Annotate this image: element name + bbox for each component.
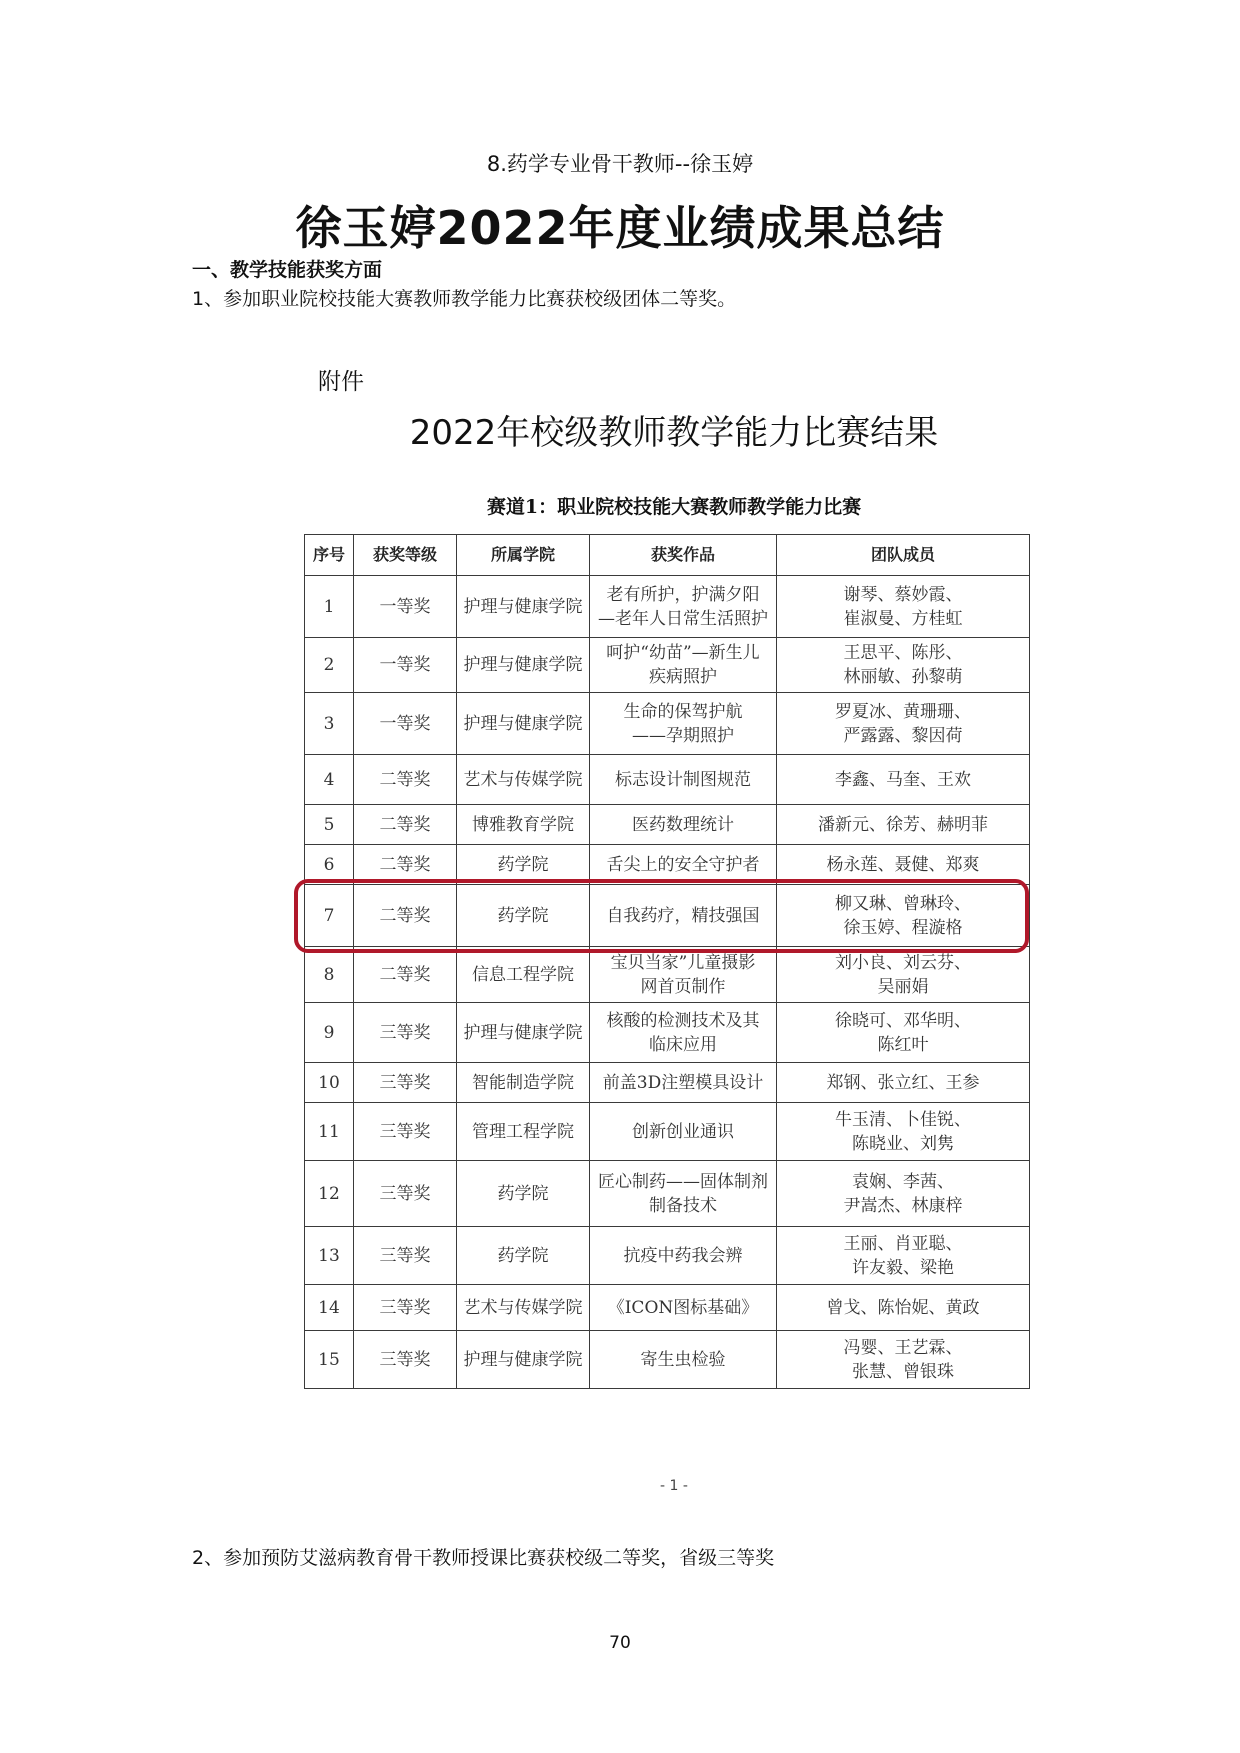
cell-college: 药学院: [457, 1161, 590, 1227]
cell-work-line: 临床应用: [649, 1034, 717, 1055]
table-row: [305, 755, 1030, 805]
cell-college: 护理与健康学院: [457, 576, 590, 638]
cell-work: [590, 638, 777, 693]
cell-college: 信息工程学院: [457, 947, 590, 1003]
cell-level: 三等奖: [354, 1331, 457, 1389]
column-header-college: 所属学院: [457, 535, 590, 576]
cell-members-line: 林丽敏、孙黎萌: [843, 667, 963, 687]
cell-work-line: 制备技术: [649, 1195, 717, 1216]
cell-members-line: 曾戈、陈怡妮、黄政: [826, 1297, 980, 1318]
cell-members-line: 张慧、曾银珠: [852, 1361, 954, 1382]
table-row: [305, 947, 1030, 1003]
cell-work: [590, 1103, 777, 1161]
cell-college: 药学院: [457, 845, 590, 885]
cell-members: [777, 1227, 1030, 1285]
cell-level: 三等奖: [354, 1285, 457, 1331]
cell-no: 2: [305, 638, 354, 693]
cell-work: [590, 805, 777, 845]
cell-work-line: —老年人日常生活照护: [598, 608, 768, 629]
cell-college: 护理与健康学院: [457, 693, 590, 755]
cell-work-line: 寄生虫检验: [640, 1349, 726, 1370]
cell-no: 5: [305, 805, 354, 845]
cell-level: 一等奖: [354, 693, 457, 755]
cell-no: 9: [305, 1003, 354, 1063]
cell-members: [777, 638, 1030, 693]
cell-level: 二等奖: [354, 845, 457, 885]
cell-work-line: 自我药疗，精技强国: [606, 905, 760, 926]
cell-members-line: 陈红叶: [877, 1034, 929, 1055]
table-row: [305, 845, 1030, 885]
achievement-item-1: 1、参加职业院校技能大赛教师教学能力比赛获校级团体二等奖。: [192, 288, 737, 310]
cell-level: 二等奖: [354, 805, 457, 845]
cell-members-line: 刘小良、刘云芬、: [835, 952, 971, 973]
cell-college: 药学院: [457, 885, 590, 947]
cell-members: [777, 1331, 1030, 1389]
cell-no: 11: [305, 1103, 354, 1161]
cell-work-line: 生命的保驾护航: [623, 701, 743, 722]
cell-members-line: 徐晓可、邓华明、: [835, 1010, 971, 1031]
cell-work-line: 宝贝当家”儿童摄影: [610, 952, 756, 973]
cell-level: 三等奖: [354, 1103, 457, 1161]
cell-work-line: 标志设计制图规范: [615, 769, 751, 790]
cell-members-line: 柳又琳、曾琳玲、: [835, 893, 971, 914]
cell-work-line: 医药数理统计: [632, 814, 734, 835]
cell-level: 三等奖: [354, 1227, 457, 1285]
cell-work: [590, 755, 777, 805]
section-heading: 一、教学技能获奖方面: [192, 259, 383, 281]
cell-work-line: ——孕期照护: [632, 725, 734, 746]
cell-work-line: 呵护“幼苗”—新生儿: [606, 643, 760, 663]
cell-members: [777, 576, 1030, 638]
cell-members: [777, 1003, 1030, 1063]
cell-members-line: 杨永莲、聂健、郑爽: [826, 854, 980, 875]
cell-no: 8: [305, 947, 354, 1003]
results-table: [304, 534, 1030, 1389]
cell-members-line: 崔淑曼、方桂虹: [843, 608, 963, 629]
column-header-work: 获奖作品: [590, 535, 777, 576]
cell-college: 护理与健康学院: [457, 1331, 590, 1389]
track-title: 赛道1：职业院校技能大赛教师教学能力比赛: [486, 496, 862, 518]
cell-members-line: 袁娴、李茜、: [852, 1171, 954, 1192]
cell-members: [777, 693, 1030, 755]
attachment-scan: [294, 358, 1054, 1520]
cell-members-line: 郑钢、张立红、王参: [826, 1072, 980, 1093]
achievement-item-2: 2、参加预防艾滋病教育骨干教师授课比赛获校级二等奖，省级三等奖: [192, 1547, 775, 1569]
cell-work: [590, 693, 777, 755]
table-row: [305, 805, 1030, 845]
cell-work-line: 抗疫中药我会辨: [623, 1245, 743, 1266]
cell-level: 一等奖: [354, 576, 457, 638]
cell-work-line: 舌尖上的安全守护者: [606, 854, 760, 875]
cell-work-line: 老有所护，护满夕阳: [606, 584, 760, 605]
cell-no: 10: [305, 1063, 354, 1103]
cell-members: [777, 885, 1030, 947]
cell-members-line: 罗夏冰、黄珊珊、: [835, 701, 971, 722]
cell-members: [777, 755, 1030, 805]
table-row: [305, 1063, 1030, 1103]
cell-members-line: 王思平、陈彤、: [843, 643, 963, 663]
table-row: [305, 693, 1030, 755]
table-row: [305, 1285, 1030, 1331]
cell-work: [590, 576, 777, 638]
cell-college: 药学院: [457, 1227, 590, 1285]
cell-no: 15: [305, 1331, 354, 1389]
column-header-members: 团队成员: [777, 535, 1030, 576]
cell-members-line: 吴丽娟: [877, 976, 929, 997]
cell-level: 三等奖: [354, 1063, 457, 1103]
cell-no: 13: [305, 1227, 354, 1285]
cell-members: [777, 1103, 1030, 1161]
cell-members-line: 冯婴、王艺霖、: [843, 1337, 963, 1358]
cell-level: 三等奖: [354, 1003, 457, 1063]
cell-members: [777, 947, 1030, 1003]
cell-members: [777, 1063, 1030, 1103]
cell-no: 6: [305, 845, 354, 885]
cell-work: [590, 1331, 777, 1389]
cell-members-line: 王丽、肖亚聪、: [843, 1233, 963, 1254]
table-row: [305, 1161, 1030, 1227]
cell-level: 三等奖: [354, 1161, 457, 1227]
cell-college: 艺术与传媒学院: [457, 1285, 590, 1331]
cell-members-line: 潘新元、徐芳、赫明菲: [818, 814, 988, 835]
attachment-title: 2022年校级教师教学能力比赛结果: [409, 413, 939, 453]
cell-work-line: 匠心制药——固体制剂: [598, 1171, 768, 1192]
cell-no: 14: [305, 1285, 354, 1331]
cell-members-line: 李鑫、马奎、王欢: [835, 769, 971, 790]
cell-members-line: 牛玉清、卜佳锐、: [835, 1109, 971, 1130]
table-row: [305, 1003, 1030, 1063]
cell-members-line: 许友毅、梁艳: [852, 1257, 954, 1278]
table-row: [305, 638, 1030, 693]
cell-level: 二等奖: [354, 885, 457, 947]
table-body: [305, 576, 1030, 1389]
page-number: 70: [609, 1633, 631, 1653]
cell-work: [590, 885, 777, 947]
cell-work-line: 网首页制作: [640, 976, 726, 997]
cell-college: 护理与健康学院: [457, 638, 590, 693]
column-header-level: 获奖等级: [354, 535, 457, 576]
cell-no: 1: [305, 576, 354, 638]
cell-level: 二等奖: [354, 755, 457, 805]
cell-members-line: 谢琴、蔡妙霞、: [843, 584, 963, 605]
cell-college: 智能制造学院: [457, 1063, 590, 1103]
cell-work: [590, 1063, 777, 1103]
cell-members-line: 徐玉婷、程漩格: [843, 917, 963, 938]
cell-work: [590, 1285, 777, 1331]
table-row: [305, 1331, 1030, 1389]
table-row: [305, 1227, 1030, 1285]
document-subtitle: 8.药学专业骨干教师--徐玉婷: [486, 152, 754, 176]
cell-no: 12: [305, 1161, 354, 1227]
cell-work: [590, 947, 777, 1003]
cell-college: 管理工程学院: [457, 1103, 590, 1161]
attachment-label: 附件: [318, 369, 364, 395]
cell-level: 二等奖: [354, 947, 457, 1003]
cell-work: [590, 1003, 777, 1063]
cell-work: [590, 1161, 777, 1227]
cell-level: 一等奖: [354, 638, 457, 693]
cell-members: [777, 1161, 1030, 1227]
table-row: [305, 885, 1030, 947]
cell-no: 4: [305, 755, 354, 805]
cell-no: 7: [305, 885, 354, 947]
table-row: [305, 1103, 1030, 1161]
scan-page-mark: - 1 -: [660, 1478, 688, 1494]
table-header-row: [305, 535, 1030, 576]
cell-members: [777, 845, 1030, 885]
cell-members-line: 严露露、黎因荷: [843, 725, 963, 746]
document-title: 徐玉婷2022年度业绩成果总结: [295, 201, 945, 255]
cell-work-line: 《ICON图标基础》: [607, 1297, 759, 1318]
cell-members: [777, 1285, 1030, 1331]
cell-work-line: 核酸的检测技术及其: [606, 1010, 760, 1031]
cell-members: [777, 805, 1030, 845]
cell-college: 艺术与传媒学院: [457, 755, 590, 805]
cell-work-line: 前盖3D注塑模具设计: [602, 1072, 764, 1093]
cell-members-line: 陈晓业、刘隽: [852, 1133, 954, 1154]
cell-members-line: 尹嵩杰、林康梓: [843, 1195, 963, 1216]
cell-work-line: 创新创业通识: [632, 1121, 734, 1142]
cell-work-line: 疾病照护: [649, 667, 717, 687]
cell-college: 护理与健康学院: [457, 1003, 590, 1063]
table-row: [305, 576, 1030, 638]
cell-college: 博雅教育学院: [457, 805, 590, 845]
column-header-no: 序号: [305, 535, 354, 576]
cell-work: [590, 1227, 777, 1285]
cell-work: [590, 845, 777, 885]
cell-no: 3: [305, 693, 354, 755]
